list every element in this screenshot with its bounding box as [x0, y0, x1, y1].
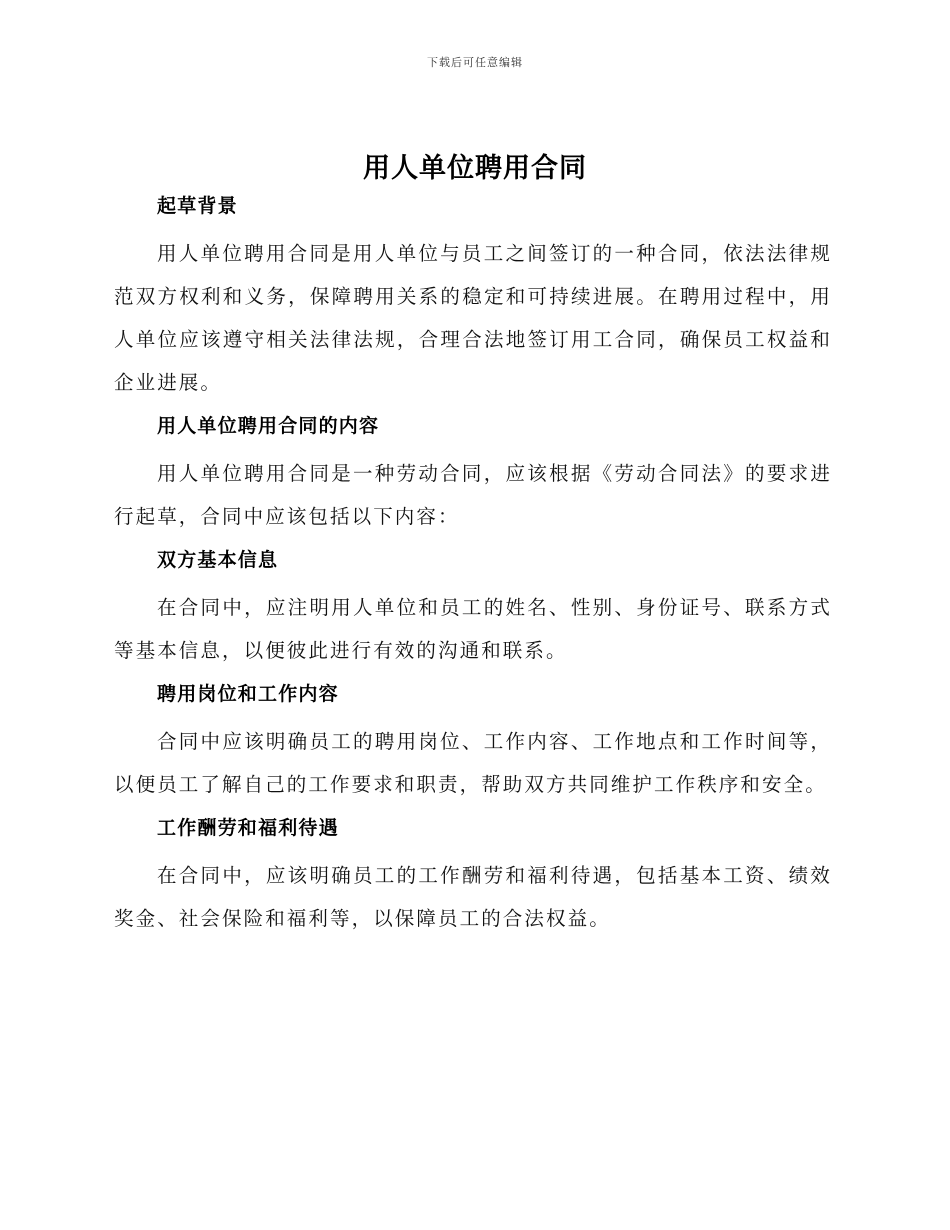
section-contract-content: [114, 410, 832, 538]
document-title: 用人单位聘用合同: [363, 153, 587, 184]
section-paragraph: 合同中应该明确员工的聘用岗位、工作内容、工作地点和工作时间等，以便员工了解自己的工作要求和职责，帮助双方共同维护工作秩序和安全。: [114, 730, 832, 796]
section-paragraph: 用人单位聘用合同是一种劳动合同，应该根据《劳动合同法》的要求进行起草，合同中应该包括以下内容：: [114, 462, 832, 528]
section-heading: 聘用岗位和工作内容: [157, 683, 339, 705]
section-position-duties: [114, 678, 832, 806]
section-heading: 用人单位聘用合同的内容: [157, 415, 380, 437]
section-background: [114, 190, 832, 404]
section-basic-info: [114, 544, 832, 672]
section-compensation-benefits: [114, 812, 832, 940]
section-paragraph: 在合同中，应注明用人单位和员工的姓名、性别、身份证号、联系方式等基本信息，以便彼此进行有效的沟通和联系。: [114, 596, 832, 662]
section-heading: 起草背景: [157, 195, 238, 217]
section-heading: 工作酬劳和福利待遇: [157, 817, 339, 839]
section-paragraph: 在合同中，应该明确员工的工作酬劳和福利待遇，包括基本工资、绩效奖金、社会保险和福利等，以保障员工的合法权益。: [114, 864, 832, 930]
document-body: [114, 190, 832, 940]
section-heading: 双方基本信息: [157, 549, 279, 571]
section-paragraph: 用人单位聘用合同是用人单位与员工之间签订的一种合同，依法法律规范双方权利和义务，保障聘用关系的稳定和可持续进展。在聘用过程中，用人单位应该遵守相关法律法规，合理合法地签订用工合同，确保员工权益和企业进展。: [114, 242, 832, 394]
header-note: 下载后可任意编辑: [427, 56, 523, 69]
